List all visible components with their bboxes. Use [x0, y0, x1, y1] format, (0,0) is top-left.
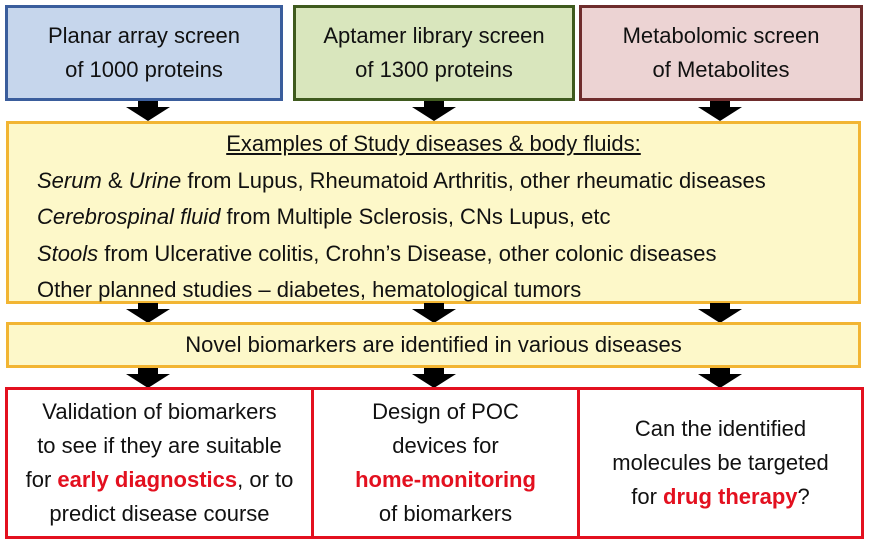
validation-prefix: for [25, 467, 58, 492]
arrow-down-icon [412, 303, 456, 323]
examples-line-serum [37, 163, 858, 200]
serum-text: Serum [37, 167, 102, 193]
examples-heading: Examples of Study diseases & body fluids: [226, 131, 641, 156]
validation-line-1: Validation of biomarkers [42, 399, 277, 424]
home-monitoring-highlight: home-monitoring [355, 467, 536, 492]
design-line-4: of biomarkers [378, 501, 513, 526]
drug-therapy-highlight: drug therapy [663, 484, 798, 509]
aptamer-line-2: of 1300 proteins [355, 57, 513, 82]
csf-diseases-text: from Multiple Sclerosis, CNs Lupus, etc [220, 204, 611, 229]
examples-line-other: Other planned studies – diabetes, hematological tumors [37, 277, 582, 302]
early-diagnostics-highlight: early diagnostics [57, 467, 238, 492]
drug-suffix: ? [797, 484, 810, 509]
validation-line-2: to see if they are suitable [37, 433, 282, 458]
arrow-down-icon [698, 303, 742, 323]
arrow-down-icon [698, 101, 742, 121]
csf-text: Cerebrospinal fluid [37, 204, 221, 229]
ampersand-text: & [101, 167, 129, 193]
examples-line-stools [37, 236, 858, 273]
arrow-down-icon [698, 368, 742, 388]
validation-line-3 [26, 463, 294, 497]
planar-line-2: of 1000 proteins [65, 57, 223, 82]
drug-therapy-box [577, 387, 864, 539]
stools-text: Stools [37, 240, 99, 266]
validation-box [5, 387, 314, 539]
validation-suffix: , or to [237, 467, 294, 492]
drug-prefix: for [631, 484, 664, 509]
study-examples-box [6, 121, 861, 304]
arrow-down-icon [126, 368, 170, 388]
serum-diseases-text: from Lupus, Rheumatoid Arthritis, other rheumatic diseases [181, 167, 766, 193]
metabolomic-line-2: of Metabolites [652, 57, 790, 82]
urine-text: Urine [128, 167, 182, 193]
validation-line-4: predict disease course [49, 501, 270, 526]
arrow-down-icon [126, 303, 170, 323]
aptamer-line-1: Aptamer library screen [323, 23, 545, 48]
novel-biomarkers-box [6, 322, 861, 368]
poc-design-box [311, 387, 580, 539]
stools-diseases-text: from Ulcerative colitis, Crohn’s Disease, other colonic diseases [98, 240, 717, 266]
design-line-2: devices for [392, 433, 499, 458]
drug-line-2: molecules be targeted [612, 450, 829, 475]
metabolomic-screen-box [579, 5, 863, 101]
design-line-1: Design of POC [372, 399, 519, 424]
drug-line-1: Can the identified [634, 416, 807, 441]
planar-array-box [5, 5, 283, 101]
planar-line-1: Planar array screen [48, 23, 240, 48]
arrow-down-icon [126, 101, 170, 121]
novel-biomarkers-text: Novel biomarkers are identified in various diseases [185, 332, 682, 357]
metabolomic-line-1: Metabolomic screen [622, 23, 820, 48]
arrow-down-icon [412, 368, 456, 388]
arrow-down-icon [412, 101, 456, 121]
drug-line-3 [612, 480, 828, 514]
aptamer-library-box [293, 5, 575, 101]
examples-line-csf [37, 199, 858, 236]
